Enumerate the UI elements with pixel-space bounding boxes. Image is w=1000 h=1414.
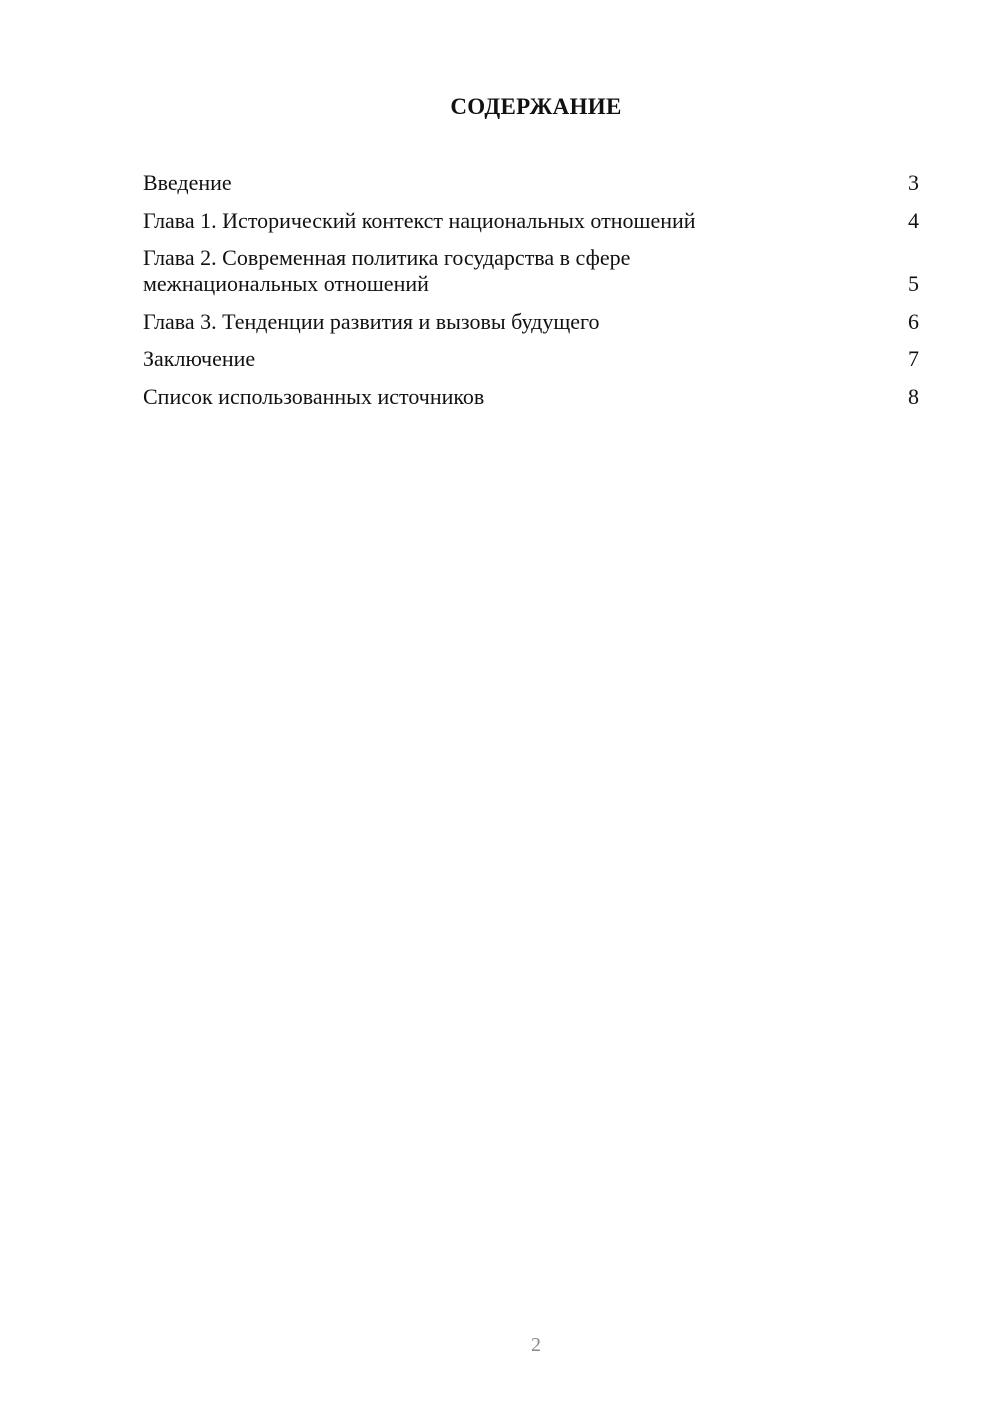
toc-entry: [143, 384, 919, 410]
toc-entry: [143, 346, 919, 372]
toc-entry-page: 6: [908, 308, 919, 334]
toc-entry: [143, 309, 919, 335]
toc-entry-label: Глава 2. Современная политика государства в сфере межнациональных отношений: [143, 245, 631, 296]
toc-entry: [143, 208, 919, 234]
toc-entry-page: 4: [908, 207, 919, 233]
toc-entry: [143, 245, 919, 297]
toc-entry-page: 3: [908, 170, 919, 195]
page-number: 2: [531, 1334, 541, 1356]
toc-entry: [143, 170, 919, 196]
toc-entry-page: 5: [908, 271, 919, 296]
toc-entry-label: Введение: [143, 170, 232, 195]
page-title: СОДЕРЖАНИЕ: [450, 94, 622, 119]
toc-entry-label: Глава 1. Исторический контекст национальных отношений: [143, 207, 696, 233]
toc-entry-page: 7: [908, 346, 919, 371]
toc-entry-page: 8: [908, 383, 919, 409]
toc-entry-label: Список использованных источников: [143, 383, 485, 409]
table-of-contents: [143, 170, 919, 421]
toc-entry-label: Глава 3. Тенденции развития и вызовы будущего: [143, 308, 600, 334]
toc-entry-label: Заключение: [143, 346, 256, 371]
